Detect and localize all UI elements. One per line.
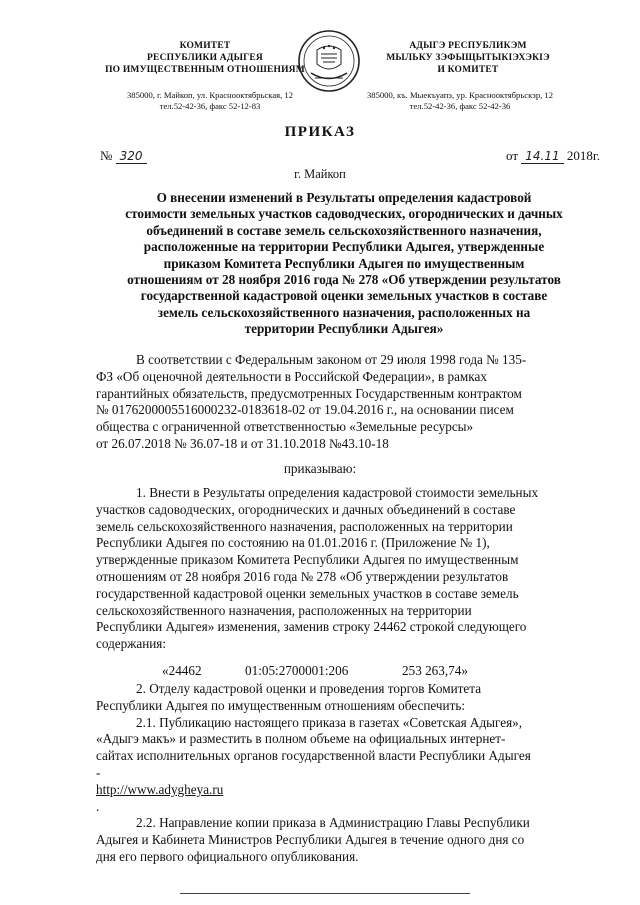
item-1-paragraph: 1. Внести в Результаты определения кадастровой стоимости земельных участков садоводческих, огороднических и дачных объединений в составе земель сельскохозяйственного назначения, расположенных на территории Республики Адыгея по состоянию на 01.01.2016 г. (Приложение № 1), утвержденные приказом Комитета Республики Адыгея по имущественным отношениям от 28 ноября 2016 года № 278 «Об утверждении результатов государственной кадастровой оценки земельных участков в составе земель сельскохозяйственного назначения, расположенных на территории Республики Адыгея» изменения, заменив строку 24462 строкой следующего содержания: <box>96 485 539 652</box>
handwritten-date: 14.11 <box>521 149 563 164</box>
order-date: от 14.11 2018г. <box>506 148 600 163</box>
order-subject: О внесении изменений в Результаты определения кадастровой стоимости земельных участков садоводческих, огороднических и дачных объединений в составе земель сельскохозяйственного назначения, расположенные на территории Республики Адыгея, утвержденные приказом Комитета Республики Адыгея по имущественным отношениям от 28 ноября 2016 года № 278 «Об утверждении результатов государственной кадастровой оценки земельных участков в составе земель сельскохозяйственного назначения, расположенных на территории Республики Адыгея» <box>125 190 563 337</box>
coat-of-arms-icon <box>297 28 361 94</box>
order-verb: приказываю: <box>283 461 357 476</box>
footer-divider <box>180 893 470 894</box>
org-name-left: КОМИТЕТ РЕСПУБЛИКИ АДЫГЕЯ ПО ИМУЩЕСТВЕННЫМ ОТНОШЕНИЯМ <box>105 41 305 75</box>
row-number: «24462 <box>162 663 202 678</box>
cadastral-number: 01:05:2700001:206 <box>245 663 349 678</box>
preamble-paragraph: В соответствии с Федеральным законом от 29 июля 1998 года № 135- ФЗ «Об оценочной деятельности в Российской Федерации», в рамках гарантийных обязательств, предусмотренных Государственным контрактом № 0176200005516000232-0183618-02 от 19.04.2016 г., на основании писем общества с ограниченной ответственностью «Земельные ресурсы» от 26.07.2018 № 36.07-18 и от 31.10.2018 №43.10-18 <box>96 352 527 451</box>
address-right: 385000, къ. Мыекъуапэ, ур. Краснооктябрьскэр, 12 тел.52-42-36, факс 52-42-36 <box>366 90 554 111</box>
document-title: ПРИКАЗ <box>284 124 356 140</box>
handwritten-number: 320 <box>116 149 147 164</box>
website-link[interactable]: http://www.adygheya.ru <box>96 781 224 797</box>
city-name: г. Майкоп <box>294 167 346 181</box>
order-number: № 320 <box>100 148 147 164</box>
link-line: - http://www.adygheya.ru . <box>96 764 224 814</box>
org-name-right: АДЫГЭ РЕСПУБЛИКЭМ МЫЛЬКУ ЗЭФЫЩЫТЫКIЭХЭКIЭ И КОМИТЕТ <box>386 41 550 75</box>
cadastral-value: 253 263,74» <box>402 663 468 678</box>
items-2-paragraphs: 2. Отделу кадастровой оценки и проведения торгов Комитета Республики Адыгея по имущественным отношениям обеспечить: 2.1. Публикацию настоящего приказа в газетах «Советская Адыгея», «Адыгэ макъ» и разместить в полном объеме на официальных интернет- сайтах исполнительных органов государственной власти Республики Адыгея - http://www.adygheya.ru . 2.2. Направление копии приказа в Администрацию Главы Республики Адыгея и Кабинета Министров Республики Адыгея в течение одного дня со дня его первого официального опубликования. <box>96 681 590 866</box>
address-left: 385000, г. Майкоп, ул. Краснооктябрьская, 12 тел.52-42-36, факс 52-12-83 <box>126 90 294 111</box>
